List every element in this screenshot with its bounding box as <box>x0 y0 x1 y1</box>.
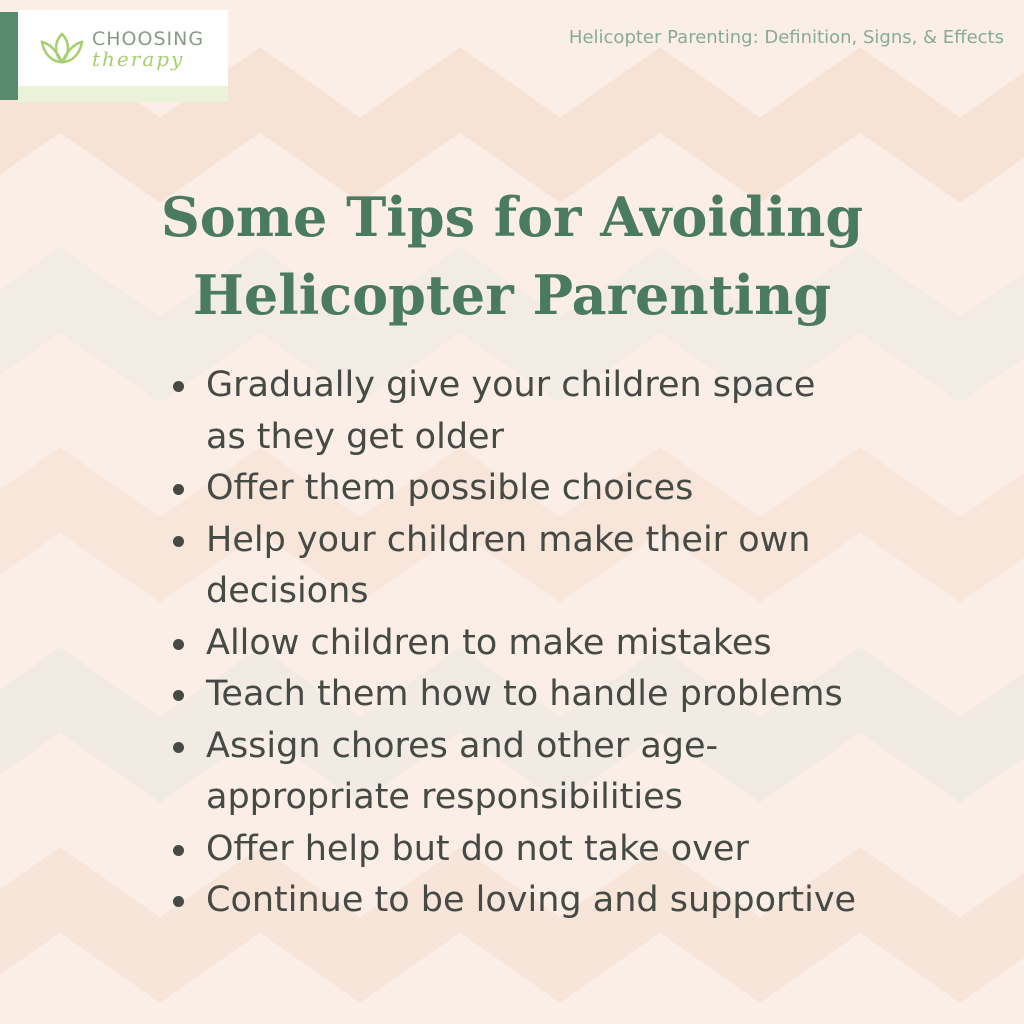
logo[interactable] <box>0 0 228 92</box>
bullet-icon <box>173 381 184 392</box>
list-item <box>168 360 866 463</box>
list-item <box>168 463 928 515</box>
bullet-icon <box>173 690 184 701</box>
tip-text: Offer help but do not take over <box>206 828 749 869</box>
bullet-icon <box>173 845 184 856</box>
tip-text: Offer them possible choices <box>206 468 694 508</box>
tip-text: Gradually give your children space as they get older <box>206 365 816 457</box>
bullet-icon <box>173 896 184 907</box>
logo-accent-shape <box>0 12 18 100</box>
list-item <box>168 618 928 670</box>
logo-wordmark-primary: CHOOSING <box>92 28 205 50</box>
page-title-line-1: Some Tips for Avoiding <box>160 185 864 249</box>
tip-text: Teach them how to handle problems <box>206 674 843 714</box>
bullet-icon <box>173 742 184 753</box>
tip-text: Help your children make their own decisions <box>206 519 811 611</box>
bullet-icon <box>173 484 184 495</box>
tips-list <box>168 360 928 927</box>
page-title <box>0 178 1024 334</box>
list-item <box>168 875 928 927</box>
bullet-icon <box>173 639 184 650</box>
list-item <box>168 515 866 618</box>
page-title-line-2: Helicopter Parenting <box>192 263 832 327</box>
tip-text: Allow children to make mistakes <box>206 622 772 663</box>
article-subtitle: Helicopter Parenting: Definition, Signs, & Effects <box>568 27 1004 48</box>
logo-strip <box>18 86 228 102</box>
bullet-icon <box>173 536 184 547</box>
list-item <box>168 669 928 721</box>
tip-text: Continue to be loving and supportive <box>206 880 857 920</box>
list-item <box>168 824 928 876</box>
logo-wordmark-secondary: therapy <box>92 47 185 71</box>
lotus-icon <box>38 28 86 68</box>
tip-text: Assign chores and other age-appropriate responsibilities <box>206 725 719 817</box>
list-item <box>168 721 806 824</box>
